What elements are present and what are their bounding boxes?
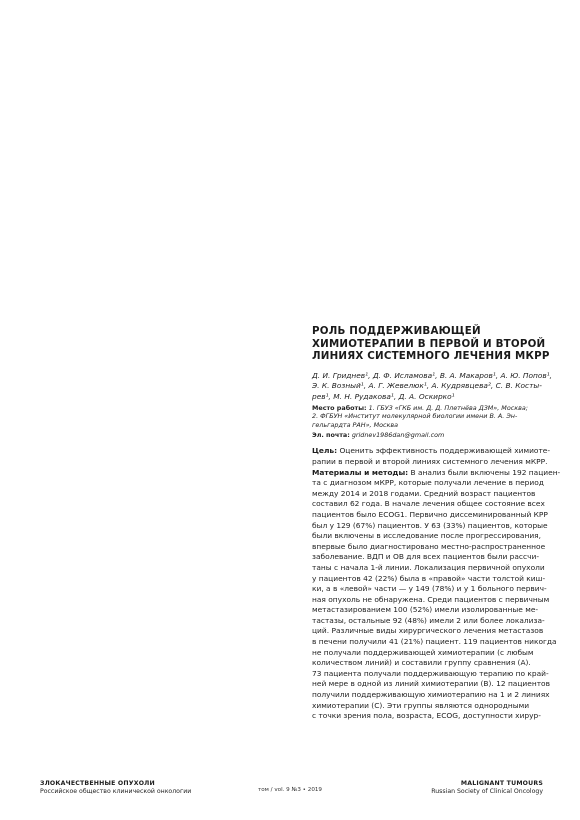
abstract-line: химиотерапии (C). Эти группы являются однородными	[312, 700, 530, 710]
society-name-en: Russian Society of Clinical Oncology	[431, 788, 543, 796]
aim-label: Цель:	[312, 446, 338, 456]
abstract-line: ная опухоль не обнаружена. Среди пациентов с первичным	[312, 594, 550, 604]
abstract-line: заболевание. ВДП и ОВ для всех пациентов были рассчи-	[312, 552, 540, 562]
abstract-body	[312, 478, 557, 722]
abstract-line: между 2014 и 2018 годами. Средний возраст пациентов	[312, 488, 536, 498]
contact-email	[312, 431, 545, 440]
abstract-line: у пациентов 42 (22%) была в «правой» части толстой киш-	[312, 573, 546, 583]
affiliation-line	[312, 404, 545, 413]
issue-info: том / vol. 9 №3 • 2019	[258, 787, 322, 793]
title-line: ЛИНИЯХ СИСТЕМНОГО ЛЕЧЕНИЯ МКРР	[312, 350, 550, 363]
abstract-line: количеством линий) и составили группу сравнения (A).	[312, 658, 531, 668]
abstract-line: не получали поддерживающей химиотерапии (с любым	[312, 647, 534, 657]
abstract-line: ций. Различные виды хирургического лечения метастазов	[312, 626, 544, 636]
title-line: ХИМИОТЕРАПИИ В ПЕРВОЙ И ВТОРОЙ	[312, 337, 546, 350]
abstract-line: с точки зрения пола, возраста, ECOG, доступности хирур-	[312, 711, 541, 721]
abstract-line	[312, 467, 561, 479]
article-abstract-column	[312, 325, 561, 722]
author-line: рев¹, М. Н. Рудакова¹, Д. А. Оскирко¹	[312, 391, 455, 401]
abstract-line: та с диагнозом мКРР, которые получали лечение в период	[312, 478, 544, 488]
abstract-line: в печени получили 41 (21%) пациент. 119 пациентов никогда	[312, 637, 557, 647]
aim-text: Оценить эффективность поддерживающей химиоте-	[337, 446, 551, 456]
affiliations	[312, 404, 545, 430]
affiliation-line: гельгардта РАН», Москва	[312, 420, 399, 429]
abstract-line: тастазы, остальные 92 (48%) имели 2 или более локализа-	[312, 615, 545, 625]
journal-name-ru: ЗЛОКАЧЕСТВЕННЫЕ ОПУХОЛИ	[40, 780, 155, 787]
methods-text: В анализ были включены 192 пациен-	[408, 467, 561, 477]
abstract-line: ки, а в «левой» части — у 149 (78%) и у 1 больного первич-	[312, 584, 547, 594]
abstract-line: рапии в первой и второй линиях системного лечения мКРР.	[312, 456, 548, 466]
author-list	[312, 370, 553, 403]
article-title	[312, 325, 550, 363]
affiliation-label: Место работы:	[312, 403, 367, 412]
society-name-ru: Российское общество клинической онкологии	[40, 788, 192, 796]
affiliation-line: 2. ФГБУН «Институт молекулярной биологии имени В. А. Эн-	[312, 412, 518, 421]
title-line: РОЛЬ ПОДДЕРЖИВАЮЩЕЙ	[312, 325, 481, 337]
abstract-line: метастазированием 100 (52%) имели изолированные ме-	[312, 605, 539, 615]
email-address[interactable]: gridnev1986dan@gmail.com	[349, 430, 445, 439]
footer-journal-en	[431, 780, 543, 797]
journal-name-en: MALIGNANT TUMOURS	[460, 780, 543, 787]
abstract-line: ней мере в одной из линий химиотерапии (B). 12 пациентов	[312, 679, 550, 689]
abstract-line: получили поддерживающую химиотерапию на 1 и 2 линиях	[312, 690, 550, 700]
abstract-line: таны с начала 1-й линии. Локализация первичной опухоли	[312, 562, 545, 572]
author-line: Э. К. Возный¹, А. Г. Жевелюк¹, А. Кудрявцева², С. В. Косты-	[312, 381, 542, 391]
abstract-line: были включены в исследование после прогрессирования,	[312, 531, 542, 541]
abstract-line: впервые было диагностировано местно-распространенное	[312, 541, 546, 551]
footer-journal-ru	[40, 780, 191, 797]
affiliation-text: 1. ГБУЗ «ГКБ им. Д. Д. Плетнёва ДЗМ», Москва;	[366, 403, 528, 412]
abstract-line: составил 62 года. В начале лечения общее состояние всех	[312, 499, 545, 509]
email-label: Эл. почта:	[312, 430, 350, 439]
abstract-line: 73 пациента получали поддерживающую терапию по край-	[312, 668, 549, 678]
abstract-text	[312, 446, 561, 721]
methods-label: Материалы и методы:	[312, 467, 409, 477]
abstract-line: был у 129 (67%) пациентов. У 63 (33%) пациентов, которые	[312, 520, 548, 530]
abstract-line	[312, 446, 551, 457]
author-line: Д. И. Гриднев¹, Д. Ф. Исламова¹, В. А. Макаров¹, А. Ю. Попов¹,	[312, 370, 553, 380]
abstract-line: пациентов было ECOG1. Первично диссеминированный КРР	[312, 509, 548, 519]
